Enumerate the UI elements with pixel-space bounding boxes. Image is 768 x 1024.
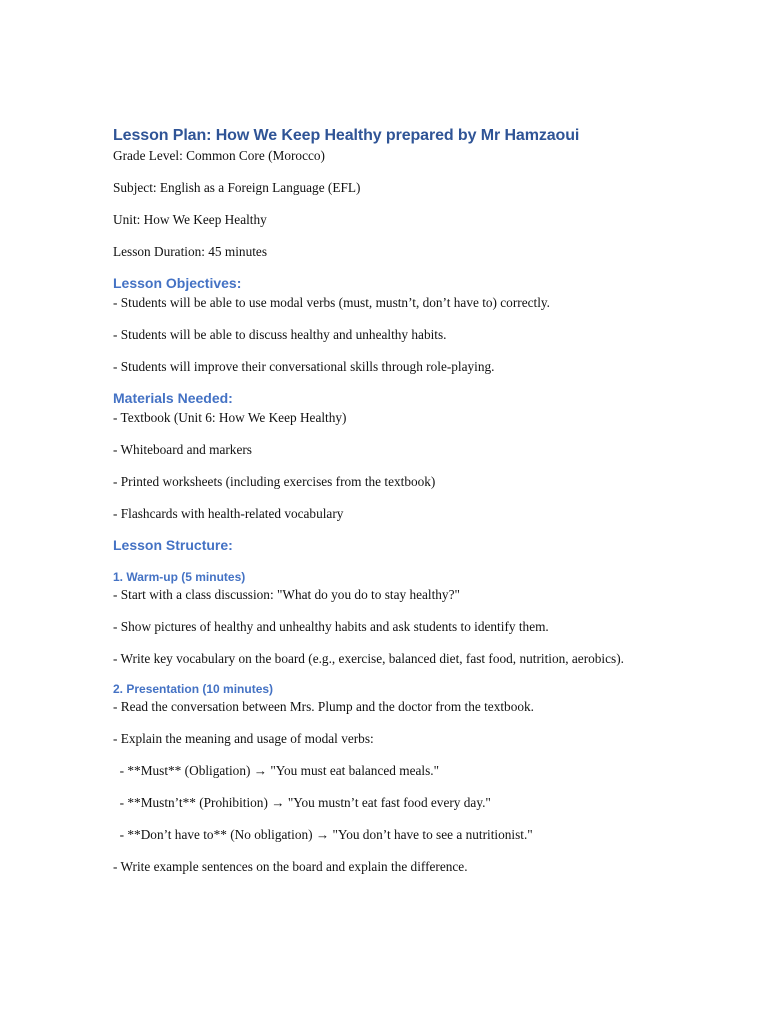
warmup-item: - Start with a class discussion: "What do you do to stay healthy?"	[113, 587, 460, 602]
warmup-item: - Write key vocabulary on the board (e.g., exercise, balanced diet, fast food, nutrition, aerobics).	[113, 651, 624, 666]
warmup-item: - Show pictures of healthy and unhealthy habits and ask students to identify them.	[113, 619, 549, 634]
grade-level: Grade Level: Common Core (Morocco)	[113, 148, 325, 163]
material-item: - Textbook (Unit 6: How We Keep Healthy)	[113, 410, 347, 425]
presentation-item: - Read the conversation between Mrs. Plump and the doctor from the textbook.	[113, 699, 534, 714]
objectives-heading: Lesson Objectives:	[113, 275, 242, 291]
objective-item: - Students will improve their conversational skills through role-playing.	[113, 359, 495, 374]
presentation-item: - Write example sentences on the board and explain the difference.	[113, 859, 468, 874]
subject: Subject: English as a Foreign Language (EFL)	[113, 180, 361, 195]
material-item: - Whiteboard and markers	[113, 442, 252, 457]
presentation-heading: 2. Presentation (10 minutes)	[113, 682, 274, 696]
materials-heading: Materials Needed:	[113, 390, 233, 406]
objective-item: - Students will be able to discuss healthy and unhealthy habits.	[113, 327, 447, 342]
structure-heading: Lesson Structure:	[113, 537, 233, 553]
modal-dont-have-to: - **Don’t have to** (No obligation) → "You don’t have to see a nutritionist."	[113, 827, 533, 842]
modal-mustnt: - **Mustn’t** (Prohibition) → "You mustn’t eat fast food every day."	[113, 795, 491, 810]
material-item: - Printed worksheets (including exercises from the textbook)	[113, 474, 436, 489]
presentation-item: - Explain the meaning and usage of modal verbs:	[113, 731, 374, 746]
warmup-heading: 1. Warm-up (5 minutes)	[113, 570, 246, 584]
modal-must: - **Must** (Obligation) → "You must eat balanced meals."	[113, 763, 440, 778]
lesson-duration: Lesson Duration: 45 minutes	[113, 244, 268, 259]
unit: Unit: How We Keep Healthy	[113, 212, 267, 227]
document-title: Lesson Plan: How We Keep Healthy prepared by Mr Hamzaoui	[113, 127, 580, 144]
objective-item: - Students will be able to use modal verbs (must, mustn’t, don’t have to) correctly.	[113, 295, 550, 310]
document-page	[113, 125, 673, 876]
material-item: - Flashcards with health-related vocabulary	[113, 506, 344, 521]
